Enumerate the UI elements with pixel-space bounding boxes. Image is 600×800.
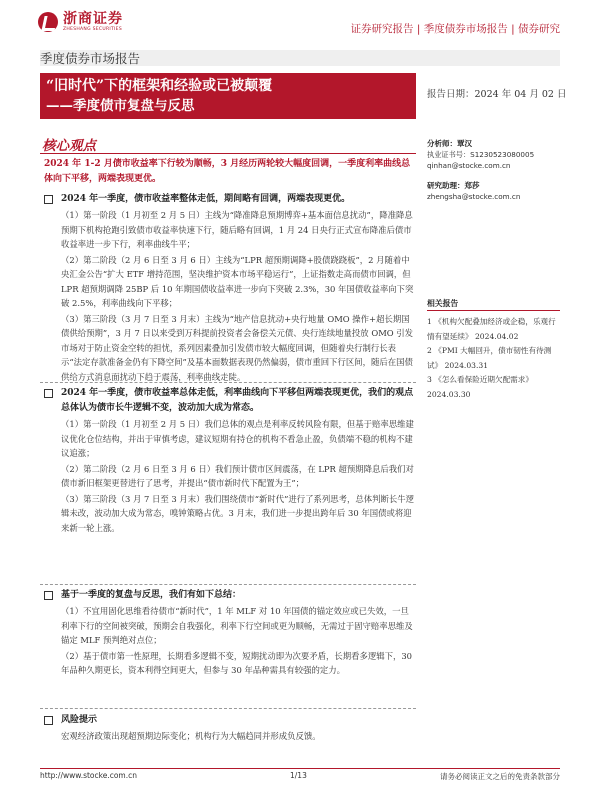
section-1 [40,192,416,384]
report-date: 报告日期：2024 年 04 月 02 日 [427,89,567,100]
logo-cn-text: 浙商证券 [63,10,123,27]
core-heading: 核心观点 [42,138,96,154]
analyst-block [427,138,560,171]
related-reports-title: 相关报告 [427,299,459,308]
related-reports-list [427,315,560,402]
analyst-cert: 执业证书号：S1230523080005 [427,150,535,159]
assistant-email: zhengsha@stocke.com.cn [427,192,521,201]
section-heading: 风险提示 [61,715,98,725]
section-3 [40,588,416,678]
page-header [0,0,600,40]
footer-disclaimer: 请务必阅读正文之后的免责条款部分 [440,772,560,781]
section-paragraph: （1）第一阶段（1 月初至 2 月 5 日）主线为“降准降息预期博弈+基本面信息扰动”，降准降息预期下机构抢跑引致债市收益率快速下行，随后略有回调，1 月 24 日央行正式宣布降准后债市收益率进一步下行，利率曲线牛平； [61,210,413,249]
related-divider [427,310,560,311]
related-report-item[interactable]: 3 《怎么看保险近期欠配需求》 2024.03.30 [427,375,533,399]
logo-en-text: ZHESHANG SECURITIES [63,26,122,32]
core-summary: 2024 年 1-2 月债市收益率下行较为顺畅，3 月经历两轮较大幅度回调，一季度利率曲线总体向下平移，两端表现更优。 [44,159,411,184]
report-tags: 证券研究报告 | 季度债券市场报告 | 债券研究 [350,23,560,35]
section-divider [40,708,416,709]
checkbox-square-icon [44,389,53,398]
checkbox-square-icon [44,716,53,725]
section-divider [40,382,416,383]
risk-section [40,713,416,744]
section-paragraph: （1）第一阶段（1 月初至 2 月 5 日）我们总体的观点是利率反转风险有限，但基于赔率思维建议优化仓位结构，并出于审慎考虑，建议短期有持仓的机构不看急止盈，负债端不稳的机构不建议追涨； [61,419,414,458]
footer-url[interactable]: http://www.stocke.com.cn [40,771,137,780]
analyst-name: 分析师：覃汉 [427,139,472,148]
related-report-item[interactable]: 1 《机构欠配叠加经济或企稳，乐观行情有望延续》 2024.04.02 [427,317,556,341]
section-paragraph: （1）不宜用固化思维看待债市“新时代”，1 年 MLF 对 10 年国债的锚定效应或已失效，一旦利率下行的空间被突破，预期会自我强化，利率下行空间或更为顺畅，无需过于固守赔率思维及锚定 MLF 预判绝对点位； [61,606,413,645]
report-subtitle: ——季度债市复盘与反思 [46,98,195,114]
checkbox-square-icon [44,195,53,204]
section-paragraph: （2）基于债市第一性原理，长期看多逻辑不变，短期扰动即为次要矛盾，长期看多逻辑下，30 年品种久期更长，资本利得空间更大，但参与 30 年品种需具有较强的定力。 [61,650,412,675]
related-report-item[interactable]: 2 《PMI 大幅回升，债市韧性有待测试》 2024.03.31 [427,346,552,370]
assistant-block [427,180,560,202]
section-heading: 2024 年一季度，债市收益率整体走低，期间略有回调，两端表现更优。 [61,194,351,204]
section-heading: 基于一季度的复盘与反思，我们有如下总结： [61,590,242,600]
assistant-name: 研究助理：郑莎 [427,181,480,190]
section-paragraph: （2）第二阶段（2 月 6 日至 3 月 6 日）主线为“LPR 超预期调降+股债跷跷板”，2 月随着中央汇金公告“扩大 ETF 增持范围，坚决维护资本市场平稳运行”，上证指数走高而债市回调，但 LPR 超预期调降 25BP 后 10 年期国债收益率进一步向下突破 2.3%，30 年国债收益率向下突破 2.5%，利率曲线向下平移； [61,254,414,308]
footer-divider [40,768,560,769]
section-heading: 2024 年一季度，债市收益率总体走低，利率曲线向下平移但两端表现更优，我们的观点总体认为债市长牛逻辑不变，波动加大成为常态。 [61,388,414,413]
analyst-email: qinhan@stocke.com.cn [427,161,511,170]
section-paragraph: （2）第二阶段（2 月 6 日至 3 月 6 日）我们预计债市区间震荡，在 LPR 超预期降息后我们对债市新旧框架更替进行了思考，并提出“债市新时代下配置为王”； [61,463,414,488]
section-divider [40,584,416,585]
section-2 [40,386,416,535]
section-paragraph: 宏观经济政策出现超预期边际变化；机构行为大幅趋同并形成负反馈。 [61,731,321,741]
report-title: “旧时代”下的框架和经验或已被颠覆 [46,78,273,94]
page-number: 1/13 [290,771,307,780]
checkbox-square-icon [44,591,53,600]
report-type-title: 季度债券市场报告 [40,51,141,66]
section-paragraph: （3）第三阶段（3 月 7 日至 3 月末）我们围绕债市“新时代”进行了系列思考，总体判断长牛逻辑未改，波动加大成为常态，嗅钟策略占优。3 月末，我们进一步提出跨年后 30 年国债或将迎来新一轮上涨。 [61,493,415,533]
logo-mark-icon [38,12,58,32]
section-paragraph: （3）第三阶段（3 月 7 日至 3 月末）主线为“地产信息扰动+央行地量 OMO 操作+超长期国债供给预期”，3 月 7 日以来受到万科提前投资者会备偿关元债、央行连续地量投放 OMO 引发市场对于防止资金空转的担忧，系列因素叠加引发债市较大幅度回调，但随着央行制行长表示“法定存款准备金仍有下降空间”及基本面数据表现仍然偏弱，债市重回下行区间，随后在国债供给方式消息面扰动下趋于震荡，利率曲线走陡。 [61,313,414,382]
core-divider [40,153,416,154]
title-banner [40,73,416,119]
company-logo [38,10,123,34]
